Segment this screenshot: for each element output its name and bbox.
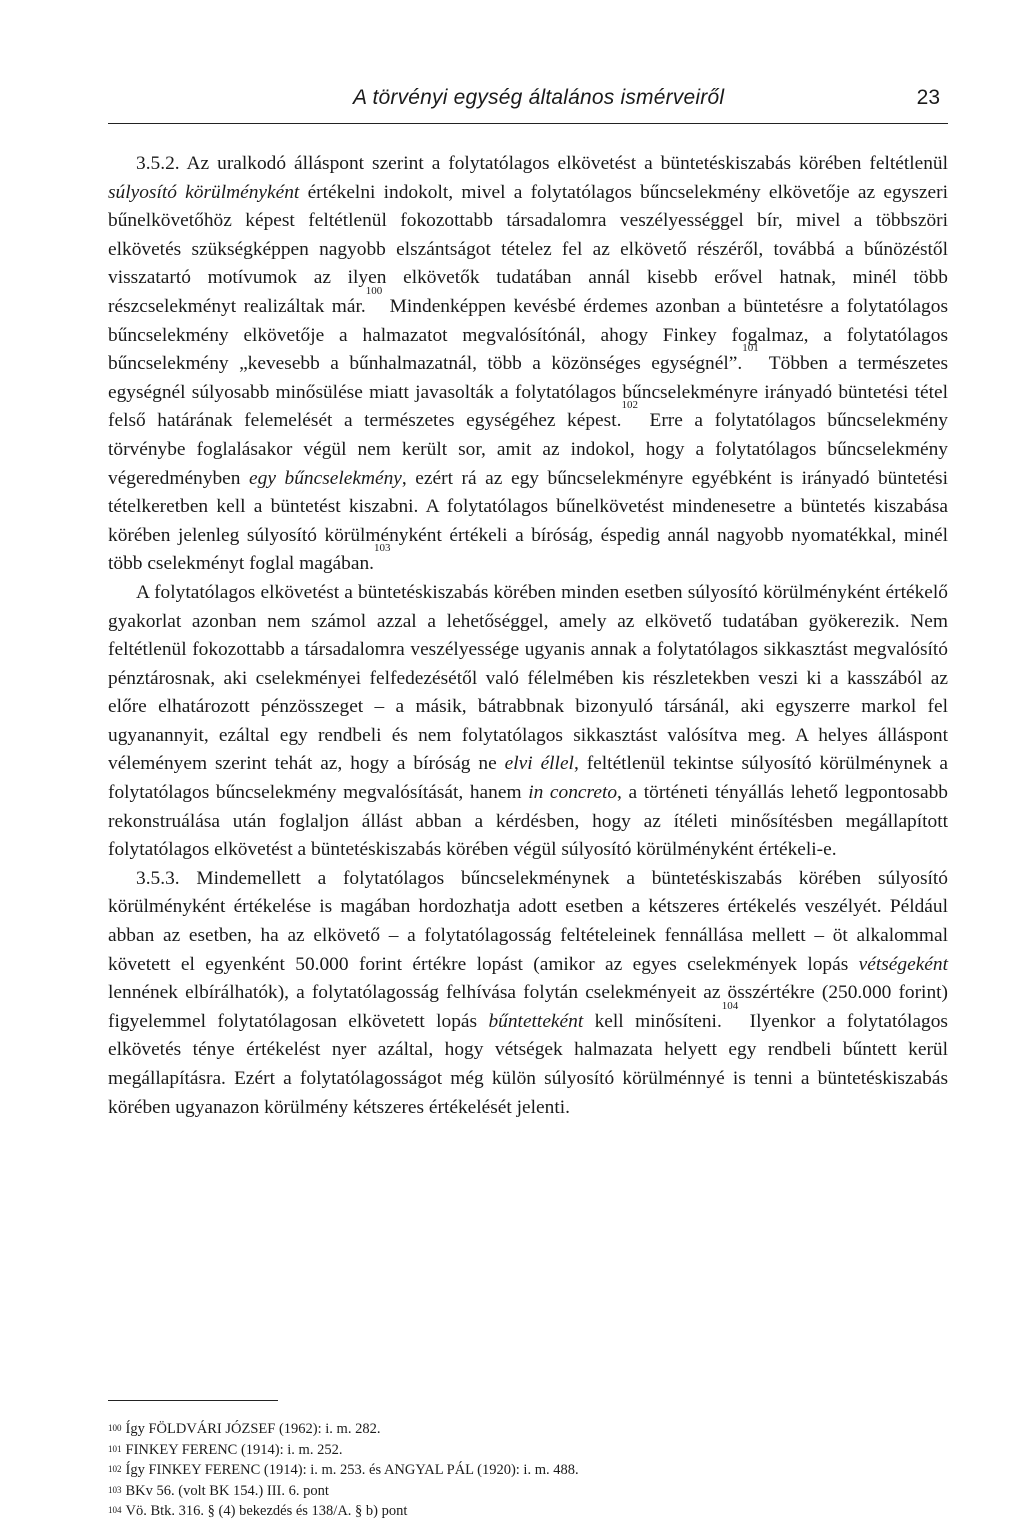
footnote — [108, 1460, 948, 1481]
paragraph — [108, 579, 948, 865]
text-run: Többen a természetes egységnél súlyosabb minősülése miatt javasolták a folytatólagos bűncselekményre irányadó büntetési tétel felső határának felemelését a természetes egységéhez képest. — [108, 353, 948, 432]
text-run: , ezért rá az egy bűncselekményre egyébként is irányadó büntetési tételkeretben kell a büntetést kiszabni. A folytatólagos bűnelkövetést mindenesetre a büntetés kiszabása körében jelenleg súlyosító körülményként értékeli a bíróság, éspedig annál nagyobb nyomatékkal, minél több cselekményt foglal magában. — [108, 467, 948, 575]
footnote-text: Vö. Btk. 316. § (4) bekezdés és 138/A. § b) pont — [125, 1503, 408, 1519]
body-text — [108, 150, 948, 1122]
paragraph — [108, 865, 948, 1122]
paragraph — [108, 150, 948, 579]
footnote-rule — [108, 1400, 278, 1401]
footnote-ref: 103 — [374, 542, 391, 555]
text-run: Ilyenkor a folytatólagos elkövetés ténye értékelést nyer azáltal, hogy vétségek halmazata helyett egy rendbeli bűntett kerül megállapításra. Ezért a folytatólagosságot még külön súlyosító körülménnyé is tenni a büntetéskiszabás körében ugyanazon körülmény kétszeres értékelését jelenti. — [108, 1010, 948, 1118]
footnote-ref: 104 — [721, 999, 739, 1012]
book-page — [108, 0, 948, 1519]
emphasis-text: súlyosító körülményként — [108, 181, 300, 203]
text-run: lennének elbírálhatók), a folytatólagosság felhívása folytán cselekményeit az összértékre (250.000 forint) figyelemmel folytatólagosan elkövetett lopás — [108, 982, 948, 1032]
page-number: 23 — [916, 86, 940, 109]
text-run: 3.5.3. Mindemellett a folytatólagos bűncselekménynek a büntetéskiszabás körében súlyosító körülményként értékelése is magában hordozhatja adott esetben a kétszeres értékelés veszélyét. Például abban az esetben, ha az elkövető – a folytatólagosság feltételeinek fennállása mellett – öt alkalommal követett el egyenként 50.000 forint értékre lopást (amikor az egyes cselekmények lopás — [108, 867, 948, 975]
footnote-text: BKv 56. (volt BK 154.) III. 6. pont — [125, 1482, 329, 1499]
emphasis-text: in concreto — [528, 782, 618, 804]
footnote-number: 100 — [108, 1423, 122, 1433]
footnote-ref: 101 — [742, 342, 759, 355]
text-run: , a történeti tényállás lehető legpontosabb rekonstruálása után foglaljon állást abban a kérdésben, hogy az ítéleti minősítésben megállapított folytatólagos elkövetést a büntetéskiszabás körében végül súlyosító körülményként értékeli-e. — [108, 782, 948, 861]
header-rule — [108, 123, 948, 124]
footnote-number: 104 — [108, 1505, 122, 1515]
footnote — [108, 1419, 948, 1440]
text-run: Mindenképpen kevésbé érdemes azonban a büntetésre a folytatólagos bűncselekmény elkövetője a halmazatot megvalósítónál, ahogy Finkey fogalmaz, a folytatólagos bűncselekmény „kevesebb a bűnhalmazatnál, több a közönséges egységnél”. — [108, 295, 948, 375]
footnotes — [108, 1400, 948, 1522]
footnote-ref: 100 — [365, 284, 383, 297]
text-run: Erre a folytatólagos bűncselekmény törvénybe foglalásakor végül nem került sor, amit az indokol, hogy a folytatólagos bűncselekmény végeredményben — [108, 410, 948, 489]
text-run: A folytatólagos elkövetést a büntetéskiszabás körében minden esetben súlyosító körülményként értékelő gyakorlat azonban nem számol azzal a lehetőséggel, amely az elkövető tudatában gyökerezik. Nem feltétlenül fokozottabb a társadalomra veszélyessége ugyanis annak a folytatólagos sikkasztást megvalósító pénztárosnak, aki cselekményei felfedezésétől való félelmében kis részletekben veszi ki a kasszából az előre elhatározott pénzösszeget – a másik, bátrabbnak bizonyuló társánál, aki egyszerre markol fel ugyanannyit, ezáltal egy rendbeli és nem folytatólagos sikkasztást valósítva meg. A helyes álláspont véleményem szerint tehát az, hogy a bíróság ne — [108, 581, 948, 775]
footnote-number: 101 — [108, 1443, 122, 1454]
text-run: értékelni indokolt, mivel a folytatólagos bűncselekmény elkövetője az egyszeri bűnelkövetőhöz képest feltétlenül fokozottabb társadalomra veszélyességgel bír, mivel a többszöri elkövetés szükségképpen nagyobb elszántságot tételez fel az elkövető részéről, továbbá a bűnözéstől visszatartó motívumok az ilyen elkövetők tudatában annál kisebb erővel hatnak, minél több részcselekményt realizáltak már. — [108, 181, 948, 317]
footnote-text: Így FÖLDVÁRI JÓZSEF (1962): i. m. 282. — [125, 1421, 381, 1437]
text-run: kell minősíteni. — [583, 1010, 722, 1032]
footnote-text: FINKEY FERENC (1914): i. m. 252. — [125, 1441, 343, 1458]
emphasis-text: elvi éllel — [504, 753, 574, 775]
footnote-number: 102 — [108, 1464, 122, 1474]
text-run: , feltétlenül tekintse súlyosító körülménynek a folytatólagos bűncselekmény megvalósítását, hanem — [108, 753, 948, 804]
footnote — [108, 1501, 948, 1522]
footnote — [108, 1440, 948, 1461]
footnote-ref: 102 — [621, 399, 638, 412]
emphasis-text: vétségeként — [858, 953, 948, 975]
running-header — [108, 78, 948, 114]
running-title: A törvényi egység általános ismérveiről — [353, 86, 725, 109]
footnote-number: 103 — [108, 1484, 122, 1495]
footnote-text: Így FINKEY FERENC (1914): i. m. 253. és ANGYAL PÁL (1920): i. m. 488. — [125, 1462, 579, 1478]
text-run: 3.5.2. Az uralkodó álláspont szerint a folytatólagos elkövetést a büntetéskiszabás körében feltétlenül — [136, 153, 948, 174]
emphasis-text: bűntetteként — [488, 1010, 584, 1032]
emphasis-text: egy bűncselekmény — [249, 467, 402, 489]
footnote — [108, 1481, 948, 1502]
